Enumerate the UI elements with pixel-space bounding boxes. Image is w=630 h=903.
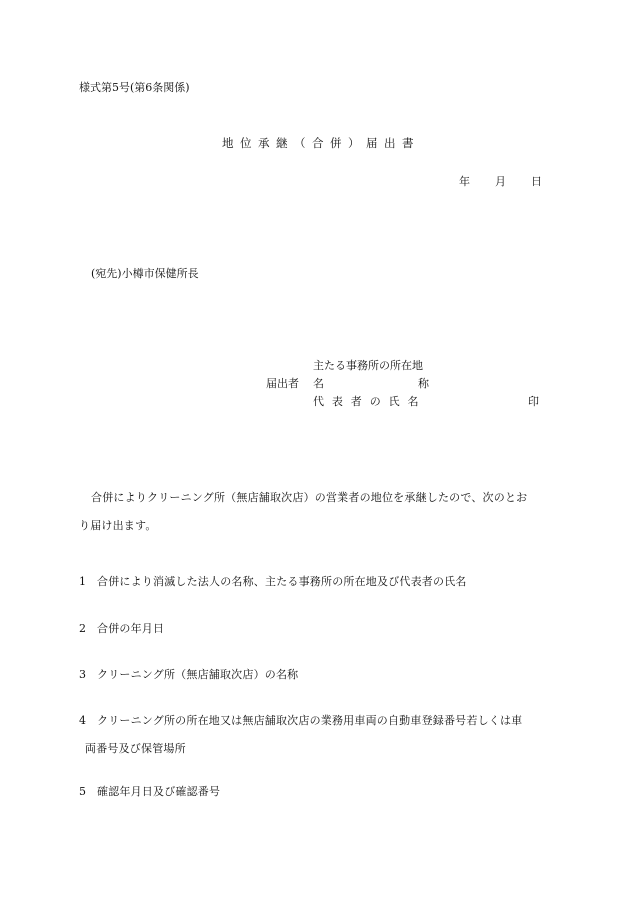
- date-month-label: 月: [495, 175, 506, 188]
- name-label-char-1: 名: [313, 377, 324, 390]
- item-text: クリーニング所の所在地又は無店舗取次店の業務用車両の自動車登録番号若しくは車: [97, 714, 523, 727]
- date-year-label: 年: [459, 175, 470, 188]
- item-text-continuation: 両番号及び保管場所: [85, 742, 186, 755]
- addressee: (宛先)小樽市保健所長: [91, 267, 199, 280]
- item-text: 合併により消滅した法人の名称、主たる事務所の所在地及び代表者の氏名: [97, 575, 467, 588]
- date-day-label: 日: [531, 175, 542, 188]
- name-label-char-2: 称: [418, 377, 429, 390]
- body-line-1: 合併によりクリーニング所（無店舗取次店）の営業者の地位を承継したので、次のとお: [91, 491, 528, 504]
- applicant-label: 届出者: [266, 377, 299, 390]
- seal-mark: 印: [528, 395, 539, 408]
- item-number: 4: [79, 714, 86, 727]
- item-number: 5: [79, 785, 86, 798]
- item-number: 3: [79, 668, 86, 681]
- item-number: 1: [79, 575, 86, 588]
- office-location-label: 主たる事務所の所在地: [313, 359, 423, 372]
- item-text: 合併の年月日: [97, 622, 165, 635]
- item-text: 確認年月日及び確認番号: [97, 785, 221, 798]
- document-title: 地位承継（合併）届出書: [222, 136, 420, 150]
- representative-label: 代 表 者 の 氏 名: [313, 395, 421, 408]
- item-text: クリーニング所（無店舗取次店）の名称: [97, 668, 299, 681]
- body-line-2: り届け出ます。: [79, 519, 157, 532]
- form-number: 様式第5号(第6条関係): [79, 81, 190, 94]
- item-number: 2: [79, 622, 86, 635]
